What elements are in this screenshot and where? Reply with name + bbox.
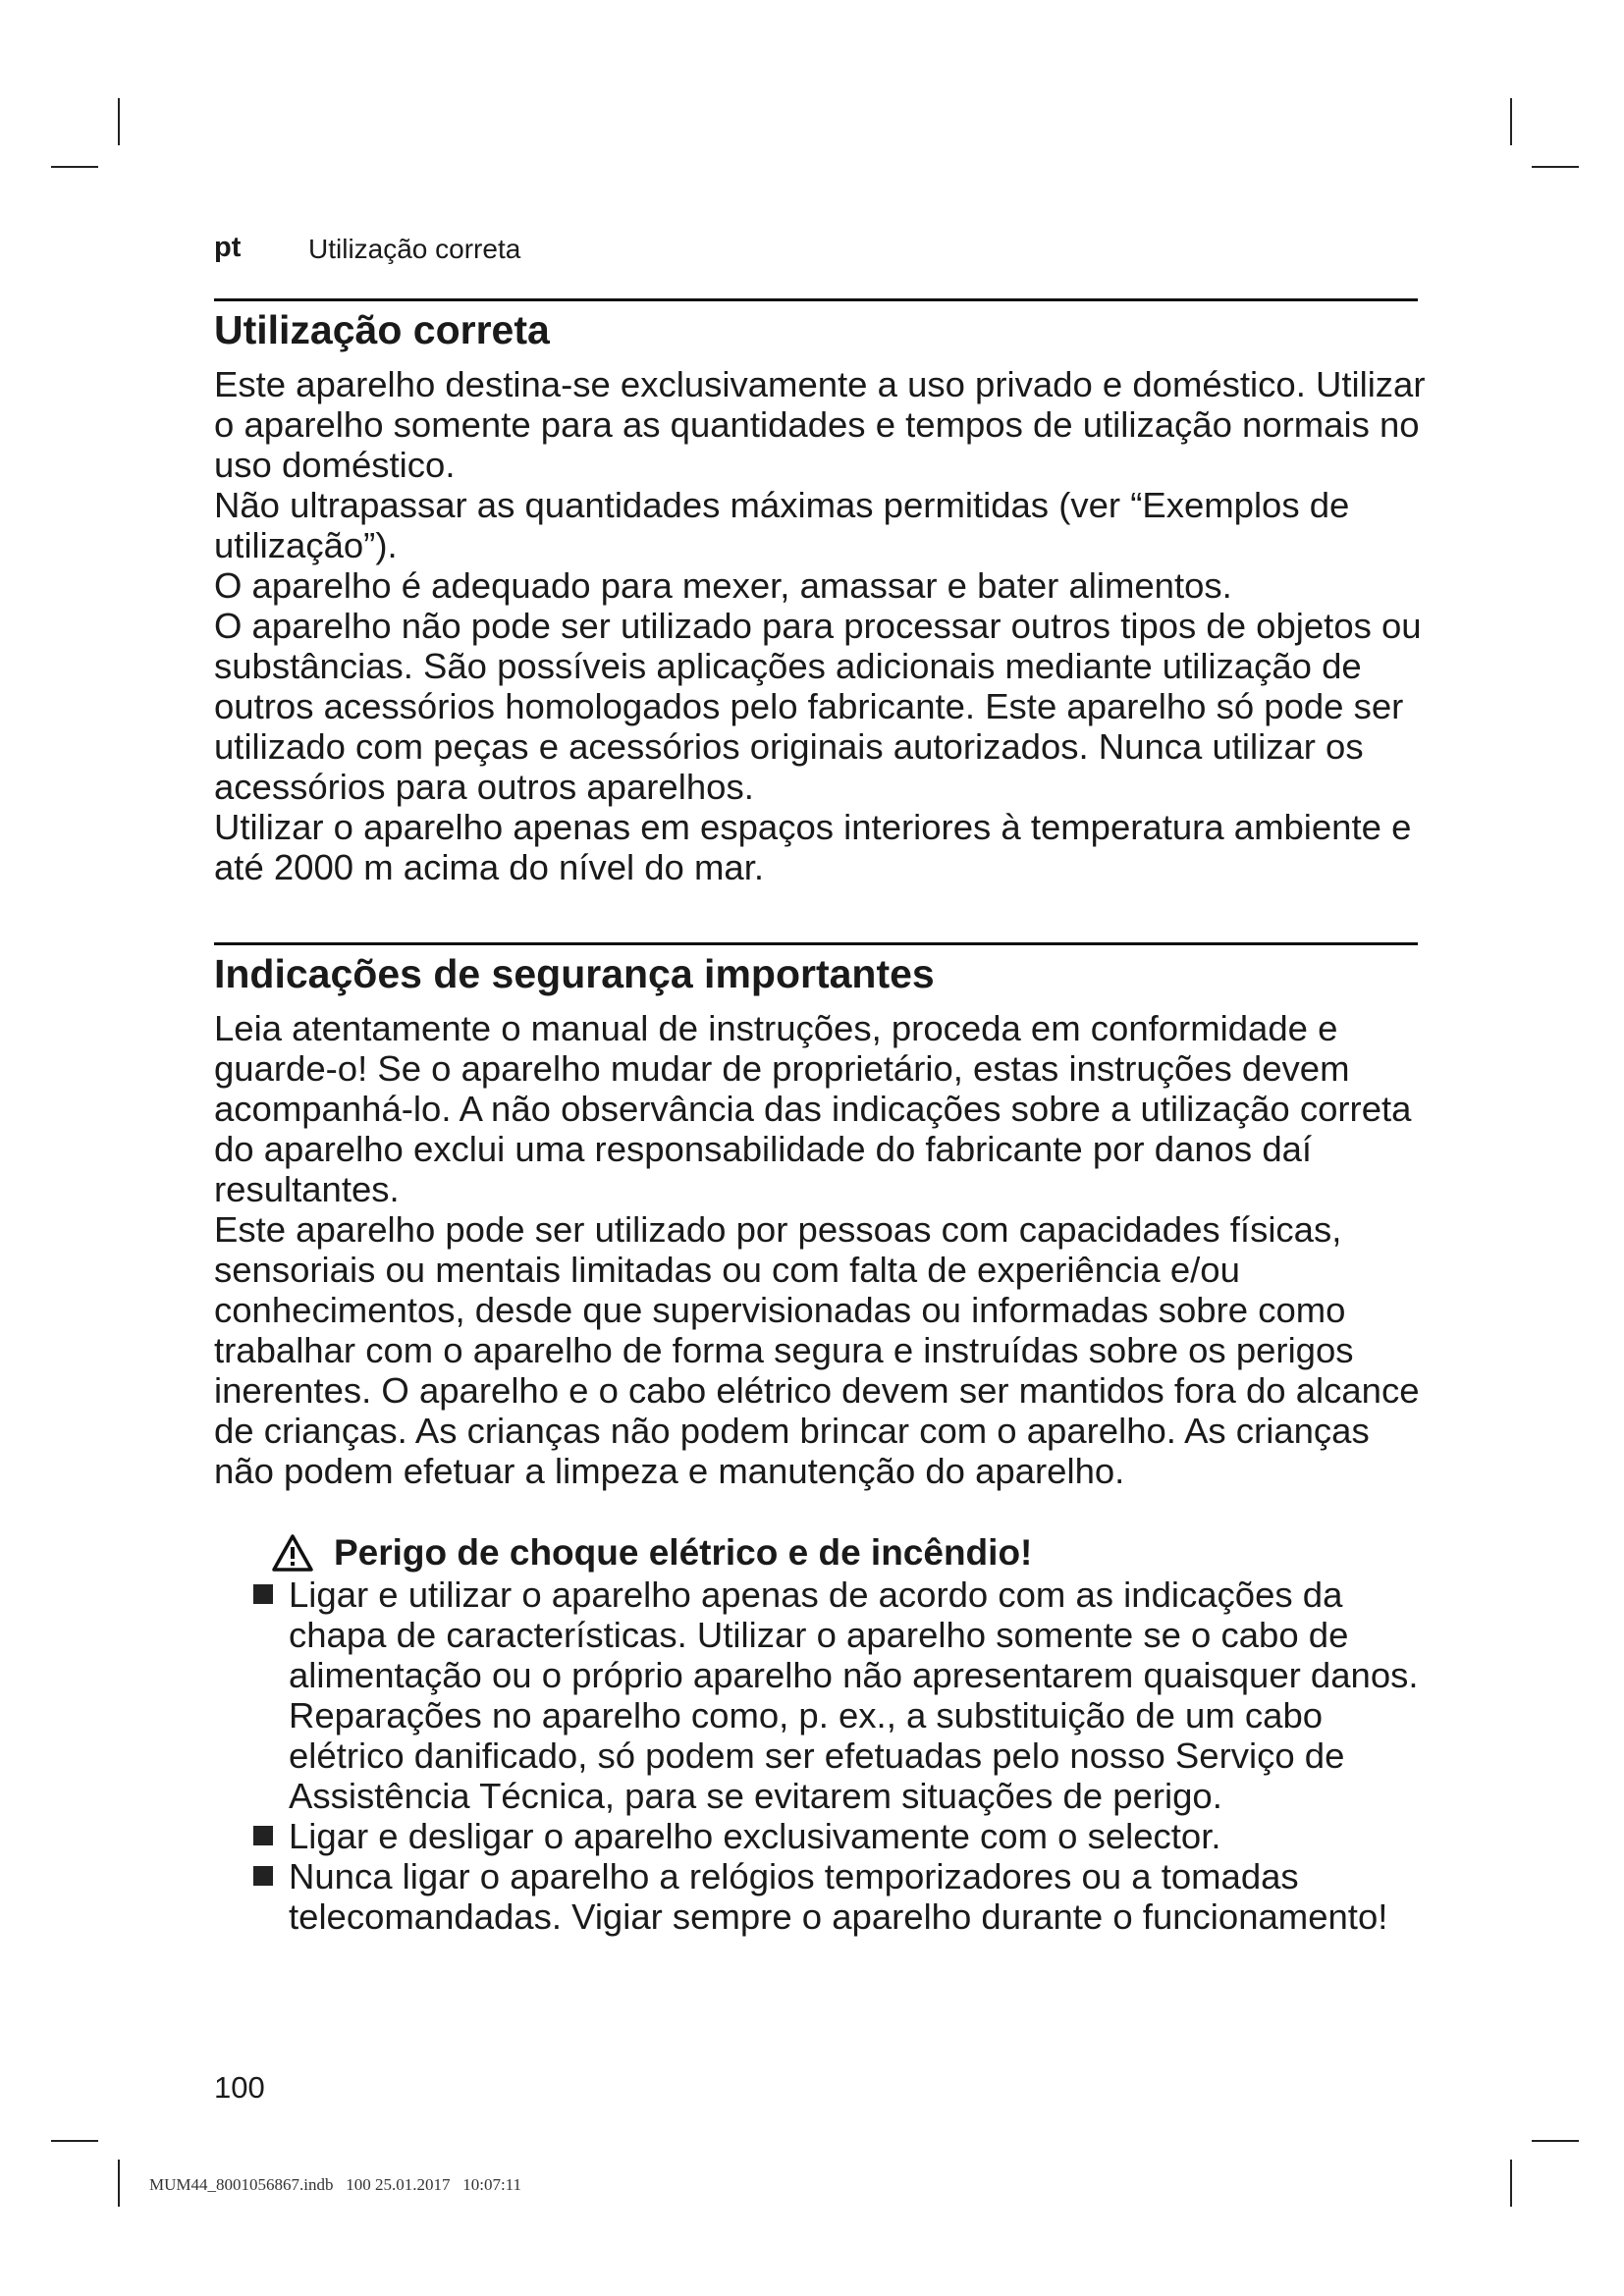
crop-mark — [51, 2140, 98, 2142]
section-body-safety — [214, 1008, 1432, 1491]
crop-mark — [1510, 2160, 1512, 2207]
paragraph: Não ultrapassar as quantidades máximas permitidas (ver “Exemplos de utilização”). — [214, 485, 1350, 565]
print-slug: MUM44_8001056867.indb 100 25.01.2017 10:07:11 — [149, 2175, 522, 2194]
list-item-text: Ligar e desligar o aparelho exclusivamente com o selector. — [289, 1816, 1221, 1856]
crop-mark — [1532, 166, 1579, 168]
paragraph: Leia atentamente o manual de instruções, proceda em conformidade e guarde-o! Se o aparelho mudar de proprietário, estas instruções devem acompanhá-lo. A não observância das indicações sobre a utilização correta do aparelho exclui uma responsabilidade do fabricante por danos daí resultantes. — [214, 1008, 1412, 1209]
crop-mark — [1532, 2140, 1579, 2142]
paragraph: Utilizar o aparelho apenas em espaços interiores à temperatura ambiente e até 2000 m acima do nível do mar. — [214, 807, 1412, 887]
section-divider — [214, 298, 1418, 301]
bullet-square-icon — [253, 1866, 273, 1886]
list-item — [214, 1816, 1432, 1856]
section-heading-correct-use: Utilização correta — [214, 307, 550, 352]
list-item-text: Nunca ligar o aparelho a relógios temporizadores ou a tomadas telecomandadas. Vigiar sempre o aparelho durante o funcionamento! — [289, 1856, 1388, 1937]
section-body-correct-use — [214, 364, 1432, 887]
crop-mark — [118, 98, 120, 145]
crop-mark — [118, 2160, 120, 2207]
section-divider — [214, 942, 1418, 945]
page-number: 100 — [214, 2070, 265, 2105]
paragraph: O aparelho não pode ser utilizado para processar outros tipos de objetos ou substâncias. São possíveis aplicações adicionais mediante utilização de outros acessórios homologados pelo fabricante. Este aparelho só pode ser utilizado com peças e acessórios originais autorizados. Nunca utilizar os acessórios para outros aparelhos. — [214, 606, 1422, 807]
bullet-square-icon — [253, 1826, 273, 1845]
header-section-title: Utilização correta — [308, 234, 521, 264]
warning-heading — [271, 1531, 1032, 1575]
paragraph: Este aparelho pode ser utilizado por pessoas com capacidades físicas, sensoriais ou mentais limitadas ou com falta de experiência e/ou conhecimentos, desde que supervisionadas ou informadas sobre como trabalhar com o aparelho de forma segura e instruídas sobre os perigos inerentes. O aparelho e o cabo elétrico devem ser mantidos fora do alcance de crianças. As crianças não podem brincar com o aparelho. As crianças não podem efetuar a limpeza e manutenção do aparelho. — [214, 1209, 1420, 1491]
paragraph: Este aparelho destina-se exclusivamente a uso privado e doméstico. Utilizar o aparelho somente para as quantidades e tempos de utilização normais no uso doméstico. — [214, 364, 1426, 485]
crop-mark — [51, 166, 98, 168]
paragraph: O aparelho é adequado para mexer, amassar e bater alimentos. — [214, 565, 1232, 606]
warning-triangle-icon — [271, 1533, 314, 1573]
list-item — [214, 1575, 1432, 1816]
bullet-square-icon — [253, 1584, 273, 1604]
list-item — [214, 1856, 1432, 1937]
crop-mark — [1510, 98, 1512, 145]
header-language: pt — [214, 232, 242, 263]
warning-title: Perigo de choque elétrico e de incêndio! — [334, 1532, 1033, 1573]
warning-list — [214, 1575, 1432, 1937]
section-heading-safety: Indicações de segurança importantes — [214, 951, 935, 996]
list-item-text: Ligar e utilizar o aparelho apenas de acordo com as indicações da chapa de características. Utilizar o aparelho somente se o cabo de alimentação ou o próprio aparelho não apresentarem quaisquer danos. Reparações no aparelho como, p. ex., a substituição de um cabo elétrico danificado, só podem ser efetuadas pelo nosso Serviço de Assistência Técnica, para se evitarem situações de perigo. — [289, 1575, 1419, 1816]
